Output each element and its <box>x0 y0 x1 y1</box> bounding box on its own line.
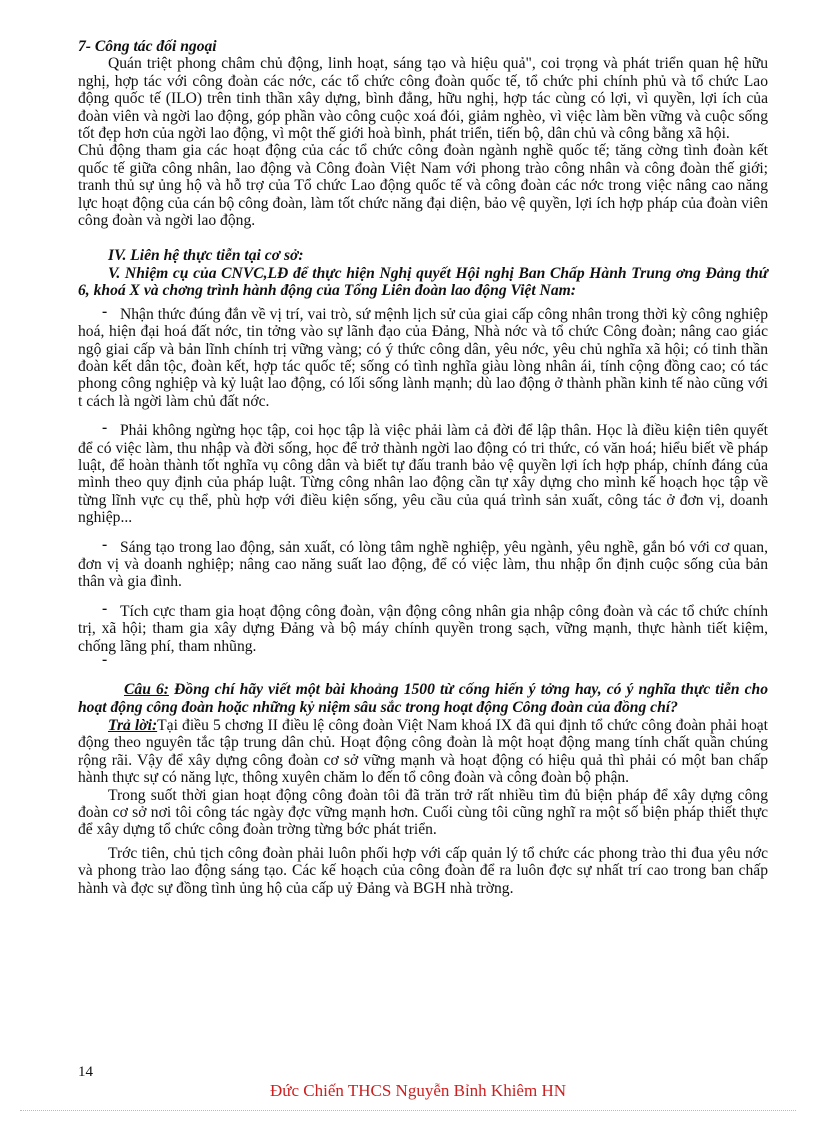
answer-paragraph-3: Trớc tiên, chủ tịch công đoàn phải luôn phối hợp với cấp quản lý tổ chức các phong trào thi đua yêu nớc và phong trào lao động sáng tạo. Các kế hoạch của công đoàn để ra luôn đợc sự nhất trí cao trong ban chấp hành và đợc sự đồng tình ủng hộ của cấp uỷ Đảng và BGH nhà trờng. <box>78 844 768 897</box>
bullet-item-4: - Tích cực tham gia hoạt động công đoàn, vận động công nhân gia nhập công đoàn và các tổ chức chính trị, xã hội; tham gia xây dựng Đảng và bộ máy chính quyền trong sạch, vững mạnh, thực hành tiết kiệm, chống lãng phí, tham nhũng. <box>78 603 768 655</box>
bullet-item-2: - Phải không ngừng học tập, coi học tập là việc phải làm cả đời để lập thân. Học là điều kiện tiên quyết để có việc làm, thu nhập và đời sống, học để trở thành ngời lao động có tri thức, có văn hoá; hiểu biết về pháp luật, để hoàn thành tốt nghĩa vụ công dân và biết tự đấu tranh bảo vệ quyền lợi ích hợp pháp, chính đáng của mình theo quy định của pháp luật. Từng công nhân lao động cần tự xây dựng cho mình kế hoạch học tập về từng lĩnh vực cụ thể, phù hợp với điều kiện sống, yêu cầu của quá trình sản xuất, công tác ở đơn vị, doanh nghiệp... <box>78 422 768 526</box>
question-6-label: Câu 6: <box>124 681 169 698</box>
question-6 <box>78 681 768 717</box>
question-6-text: Đồng chí hãy viết một bài khoảng 1500 từ cống hiến ý tởng hay, có ý nghĩa thực tiễn cho hoạt động công đoàn hoặc những kỷ niệm sâu sắc trong hoạt động Công đoàn của đồng chí? <box>78 681 768 716</box>
section-7-paragraph-1: Quán triệt phong châm chủ động, linh hoạt, sáng tạo và hiệu quả", coi trọng và phát triển quan hệ hữu nghị, hợp tác với công đoàn các nớc, các tổ chức công đoàn quốc tế, tổ chức phi chính phủ và tổ chức Lao động quốc tế (ILO) trên tinh thần xây dựng, bình đẳng, hữu nghị, hợp tác cùng có lợi, vì quyền, lợi ích của đoàn viên và ngời lao động, góp phần vào công cuộc xoá đói, giảm nghèo, vì việc làm bền vững và cuộc sống tốt đẹp hơn của ngời lao động, vì một thế giới hoà bình, phát triển, tiến bộ, dân chủ và công bằng xã hội. <box>78 55 768 143</box>
bullet-item-3: - Sáng tạo trong lao động, sản xuất, có lòng tâm nghề nghiệp, yêu ngành, yêu nghề, gắn bó với cơ quan, đơn vị và doanh nghiệp; nâng cao năng suất lao động, để có việc làm, thu nhập ổn định cuộc sống của bản thân và gia đình. <box>78 539 768 591</box>
section-4-heading: IV. Liên hệ thực tiễn tại cơ sở: <box>108 247 304 265</box>
bullet-item-1: - Nhận thức đúng đắn về vị trí, vai trò, sứ mệnh lịch sử của giai cấp công nhân trong thời kỳ công nghiệp hoá, hiện đại hoá đất nớc, tin tởng vào sự lãnh đạo của Đảng, Nhà nớc và tổ chức Công đoàn; nâng cao giác ngộ giai cấp và bản lĩnh chính trị vững vàng; có ý thức công dân, yêu nớc, yêu chủ nghĩa xã hội; có tinh thần đoàn kết dân tộc, đoàn kết, hợp tác quốc tế; sống có tình nghĩa giàu lòng nhân ái, tính cộng đồng cao; có tác phong công nghiệp và kỷ luật lao động, có lối sống lành mạnh; dù lao động ở thành phần kinh tế nào cũng với t cách là ngời làm chủ đất nớc. <box>78 306 768 410</box>
footer-divider <box>20 1110 796 1111</box>
document-body <box>78 38 768 897</box>
page-footer <box>0 1081 816 1101</box>
answer-paragraph-2: Trong suốt thời gian hoạt động công đoàn tôi đã trăn trở rất nhiều tìm đủ biện pháp để xây dựng công đoàn cơ sở nơi tôi công tác ngày đợc vững mạnh hơn. Cuối cùng tôi cũng nghĩ ra một số biện pháp thiết thực để xây dựng tổ chức công đoàn trờng từng bớc phát triển. <box>78 786 768 839</box>
section-5-heading: V. Nhiệm cụ của CNVC,LĐ để thực hiện Nghị quyết Hội nghị Ban Chấp Hành Trung ơng Đảng thứ 6, khoá X và chơng trình hành động của Tổng Liên đoàn lao động Việt Nam: <box>78 264 768 300</box>
footer-text: Đức Chiến THCS Nguyễn Bỉnh Khiêm HN <box>270 1081 566 1100</box>
answer-label: Trả lời: <box>108 717 158 734</box>
section-7-paragraph-2: Chủ động tham gia các hoạt động của các tổ chức công đoàn ngành nghề quốc tế; tăng cờng tình đoàn kết quốc tế giữa công nhân, lao động và Công đoàn Việt Nam với phong trào công nhân và công đoàn thế giới; tranh thủ sự ủng hộ và hỗ trợ của Tổ chức Lao động quốc tế và công đoàn các nớc trong việc nâng cao năng lực hoạt động của cán bộ công đoàn, làm tốt chức năng đại diện, bảo vệ quyền, lợi ích hợp pháp của đoàn viên công đoàn và ngời lao động. <box>78 142 768 230</box>
empty-bullet: - <box>102 651 108 668</box>
section-7-heading: 7- Công tác đối ngoại <box>78 38 217 55</box>
answer-paragraph-1: Trả lời:Tại điều 5 chơng II điều lệ công đoàn Việt Nam khoá IX đã qui định tổ chức công đoàn phải hoạt động theo nguyên tắc tập trung dân chủ. Hoạt động công đoàn là một hoạt động mang tính chất quần chúng rộng rãi. Vậy để xây dựng công đoàn cơ sở vững mạnh và hoạt động có hiệu quả thì phải có một ban chấp hành thực sự có năng lực, thông xuyên chăm lo đến tổ công đoàn và công đoàn bộ phận. <box>78 717 768 787</box>
page-number: 14 <box>78 1064 93 1080</box>
